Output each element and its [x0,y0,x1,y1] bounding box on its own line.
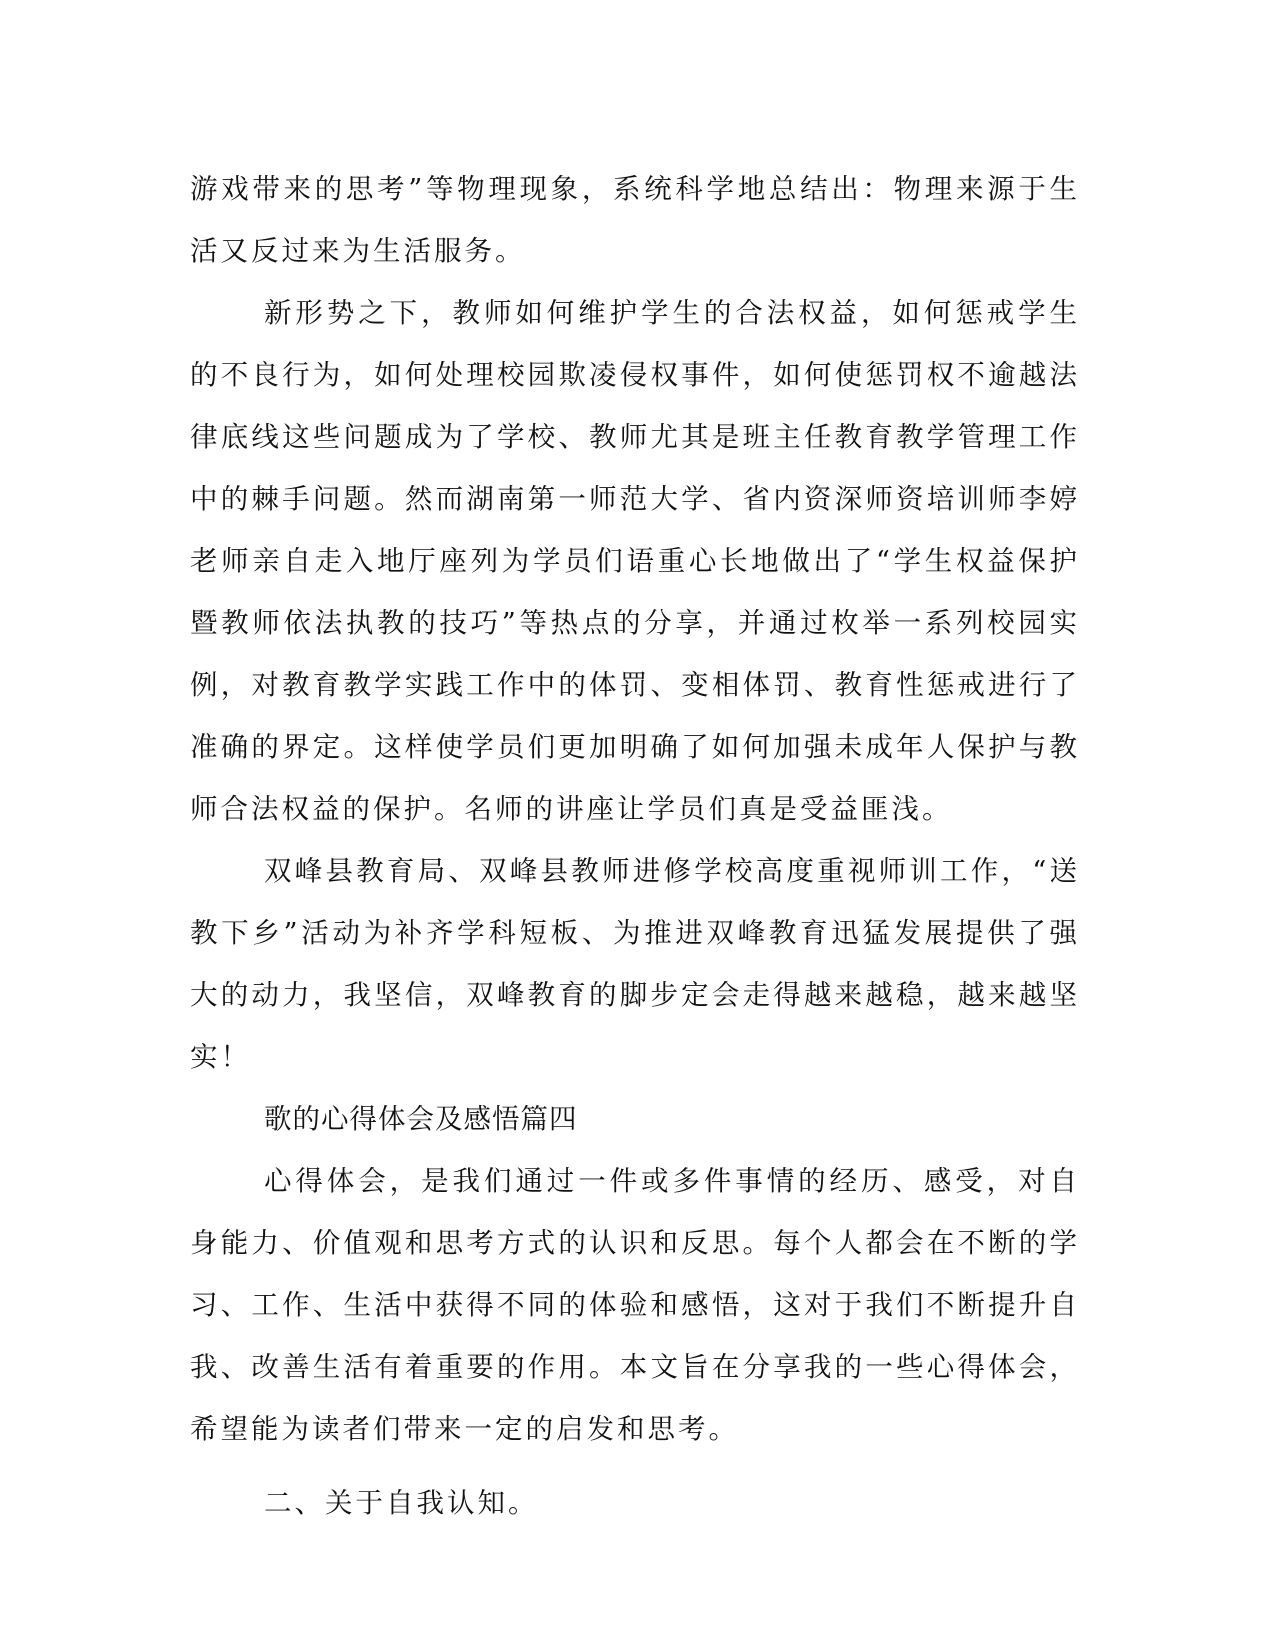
paragraph-student-rights: 新形势之下，教师如何维护学生的合法权益，如何惩戒学生的不良行为，如何处理校园欺凌侵权事件，如何使惩罚权不逾越法律底线这些问题成为了学校、教师尤其是班主任教育教学管理工作中的棘手问题。然而湖南第一师范大学、省内资深师资培训师李婷老师亲自走入地厅座列为学员们语重心长地做出了“学生权益保护暨教师依法执教的技巧”等热点的分享，并通过枚举一系列校园实例，对教育教学实践工作中的体罚、变相体罚、教育性惩戒进行了准确的界定。这样使学员们更加明确了如何加强未成年人保护与教师合法权益的保护。名师的讲座让学员们真是受益匪浅。 [190,297,1080,825]
paragraph-intro: 心得体会，是我们通过一件或多件事情的经历、感受，对自身能力、价值观和思考方式的认识和反思。每个人都会在不断的学习、工作、生活中获得不同的体验和感悟，这对于我们不断提升自我、改善生活有着重要的作用。本文旨在分享我的一些心得体会，希望能为读者们带来一定的启发和思考。 [190,1165,1080,1445]
subsection-title: 二、关于自我认知。 [264,1487,539,1519]
paragraph-shuangfeng-education: 双峰县教育局、双峰县教师进修学校高度重视师训工作，“送教下乡”活动为补齐学科短板、为推进双峰教育迅猛发展提供了强大的动力，我坚信，双峰教育的脚步定会走得越来越稳，越来越坚实！ [190,855,1080,1073]
paragraph-continuation: 游戏带来的思考”等物理现象，系统科学地总结出：物理来源于生活又反过来为生活服务。 [190,173,1080,267]
section-title: 歌的心得体会及感悟篇四 [264,1103,578,1135]
document-body [190,158,1080,1534]
